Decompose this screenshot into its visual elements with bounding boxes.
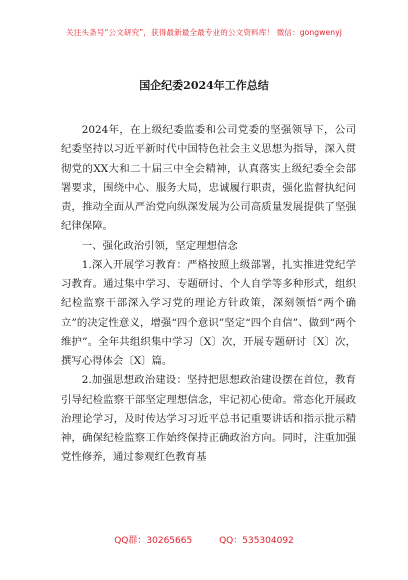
document-body — [61, 121, 356, 468]
item-1-paragraph: 1.深入开展学习教育：严格按照上级部署，扎实推进党纪学习教育。通过集中学习、专题研讨、个人自学等多种形式，组织纪检监察干部深入学习党的理论方针政策，深刻领悟“两个确立”的决定性意义，增强“四个意识”坚定“四个自信”、做到“两个维护”。全年共组织集中学习〔X〕次，开展专题研讨〔X〕次，撰写心得体会〔X〕篇。 — [61, 258, 356, 367]
intro-paragraph: 2024年，在上级纪委监委和公司党委的坚强领导下，公司纪委坚持以习近平新时代中国特色社会主义思想为指导，深入贯彻党的XX大和二十届三中全会精神，认真落实上级纪委全会部署要求，围绕中心、服务大局，忠诚履行职责，强化监督执纪问责，推动全面从严治党向纵深发展为公司高质量发展提供了坚强纪律保障。 — [61, 124, 356, 233]
item-2-paragraph: 2.加强思想政治建设：坚持把思想政治建设摆在首位，教育引导纪检监察干部坚定理想信念，牢记初心使命。常态化开展政治理论学习，及时传达学习习近平总书记重要讲话和指示批示精神，确保纪检监察工作始终保持正确政治方向。同时，注重加强党性修养，通过参观红色教育基 — [61, 374, 356, 464]
document-title: 国企纪委2024年工作总结 — [139, 79, 269, 92]
header-promo-note: 关注头条号“公文研究”，获得最新最全最专业的公文资料库！ 微信：gongwenyj — [66, 28, 342, 37]
section-heading: 一、强化政治引领，坚定理想信念 — [81, 239, 238, 252]
footer-contact — [0, 533, 408, 546]
qq-group: QQ群：30265665 — [114, 536, 193, 546]
qq-number: QQ：535304092 — [219, 536, 294, 546]
